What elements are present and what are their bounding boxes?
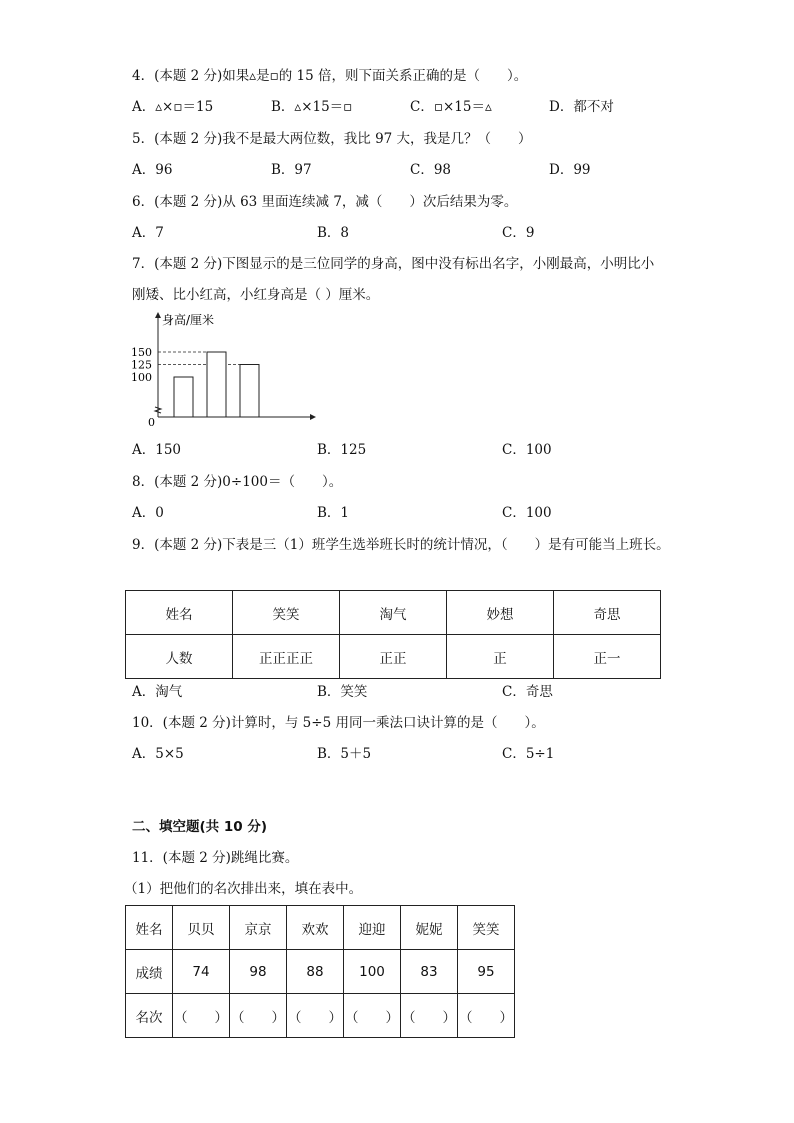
table-cell: 成绩 — [126, 950, 173, 994]
table-cell: 欢欢 — [287, 906, 344, 950]
rank-table — [125, 905, 515, 1038]
q8-option-b: B．1 — [317, 505, 350, 521]
q5-option-b: B．97 — [271, 162, 312, 178]
q10-stem: 10．(本题 2 分)计算时，与 5÷5 用同一乘法口诀计算的是（ ）。 — [132, 715, 545, 731]
table-cell: 正正 — [340, 635, 447, 679]
y-axis-label: 身高/厘米 — [162, 313, 215, 327]
table-cell: 100 — [344, 950, 401, 994]
y-tick-125: 125 — [131, 358, 152, 372]
q4-stem: 4．(本题 2 分)如果▵是▫的 15 倍，则下面关系正确的是（ ）。 — [132, 68, 528, 84]
bar-2 — [207, 352, 226, 417]
q7-stem-line2: 刚矮、比小红高，小红身高是（ ）厘米。 — [132, 287, 380, 303]
table-row — [126, 591, 661, 635]
q5-stem: 5．(本题 2 分)我不是最大两位数，我比 97 大，我是几？（ ） — [132, 131, 532, 147]
rank-blank[interactable]: （ ） — [230, 994, 287, 1038]
table-cell: 98 — [230, 950, 287, 994]
q6-stem: 6．(本题 2 分)从 63 里面连续减 7，减（ ）次后结果为零。 — [132, 194, 518, 210]
table-cell: 姓名 — [126, 591, 233, 635]
q10-option-b: B．5＋5 — [317, 746, 372, 762]
table-cell: 正正正正 — [233, 635, 340, 679]
q9-stem: 9．(本题 2 分)下表是三（1）班学生选举班长时的统计情况，（ ）是有可能当上班长。 — [132, 537, 670, 553]
rank-blank[interactable]: （ ） — [287, 994, 344, 1038]
table-cell: 奇思 — [554, 591, 661, 635]
table-cell: 95 — [458, 950, 515, 994]
q6-option-a: A．7 — [132, 225, 164, 241]
y-axis-arrow — [155, 312, 161, 318]
y-tick-150: 150 — [131, 346, 152, 359]
q10-option-c: C．5÷1 — [502, 746, 555, 762]
height-bar-chart — [128, 310, 328, 430]
q7-option-a: A．150 — [132, 442, 182, 458]
rank-blank[interactable]: （ ） — [344, 994, 401, 1038]
table-cell: 人数 — [126, 635, 233, 679]
q11-stem: 11．(本题 2 分)跳绳比赛。 — [132, 850, 299, 866]
q11-sub1: （1）把他们的名次排出来，填在表中。 — [124, 881, 363, 897]
x-axis-arrow — [310, 414, 316, 420]
q8-option-c: C．100 — [502, 505, 552, 521]
q4-option-b: B．▵×15＝▫ — [271, 99, 353, 115]
axis-break-mark — [155, 407, 161, 413]
table-cell: 名次 — [126, 994, 173, 1038]
q10-option-a: A．5×5 — [132, 746, 184, 762]
q8-stem: 8．(本题 2 分)0÷100＝（ ）。 — [132, 474, 343, 490]
table-cell: 笑笑 — [233, 591, 340, 635]
q6-option-c: C．9 — [502, 225, 535, 241]
table-cell: 贝贝 — [173, 906, 230, 950]
rank-blank[interactable]: （ ） — [173, 994, 230, 1038]
section-title: 二、填空题(共 10 分) — [132, 819, 268, 835]
origin-label: 0 — [148, 416, 155, 429]
table-cell: 妙想 — [447, 591, 554, 635]
y-tick-100: 100 — [131, 371, 152, 384]
table-cell: 正 — [447, 635, 554, 679]
q7-option-c: C．100 — [502, 442, 552, 458]
bar-3 — [240, 365, 259, 418]
q5-option-c: C．98 — [410, 162, 452, 178]
table-cell: 姓名 — [126, 906, 173, 950]
table-cell: 正一 — [554, 635, 661, 679]
rank-blank[interactable]: （ ） — [401, 994, 458, 1038]
table-cell: 88 — [287, 950, 344, 994]
q4-option-d: D．都不对 — [549, 99, 614, 115]
table-cell: 京京 — [230, 906, 287, 950]
q9-option-c: C．奇思 — [502, 684, 553, 700]
q9-option-a: A．淘气 — [132, 684, 183, 700]
q4-option-c: C．▫×15＝▵ — [410, 99, 492, 115]
table-row — [126, 950, 515, 994]
vote-table — [125, 590, 661, 679]
table-cell: 迎迎 — [344, 906, 401, 950]
q5-option-d: D．99 — [549, 162, 591, 178]
table-row — [126, 635, 661, 679]
table-cell: 淘气 — [340, 591, 447, 635]
table-row — [126, 906, 515, 950]
q9-option-b: B．笑笑 — [317, 684, 368, 700]
q7-option-b: B．125 — [317, 442, 367, 458]
bar-1 — [174, 377, 193, 417]
q8-option-a: A．0 — [132, 505, 164, 521]
table-cell: 74 — [173, 950, 230, 994]
q4-option-a: A．▵×▫＝15 — [132, 99, 214, 115]
q6-option-b: B．8 — [317, 225, 350, 241]
q7-stem-line1: 7．(本题 2 分)下图显示的是三位同学的身高，图中没有标出名字，小刚最高，小明比小 — [132, 256, 655, 272]
table-cell: 笑笑 — [458, 906, 515, 950]
table-row — [126, 994, 515, 1038]
rank-blank[interactable]: （ ） — [458, 994, 515, 1038]
table-cell: 83 — [401, 950, 458, 994]
table-cell: 妮妮 — [401, 906, 458, 950]
q5-option-a: A．96 — [132, 162, 173, 178]
